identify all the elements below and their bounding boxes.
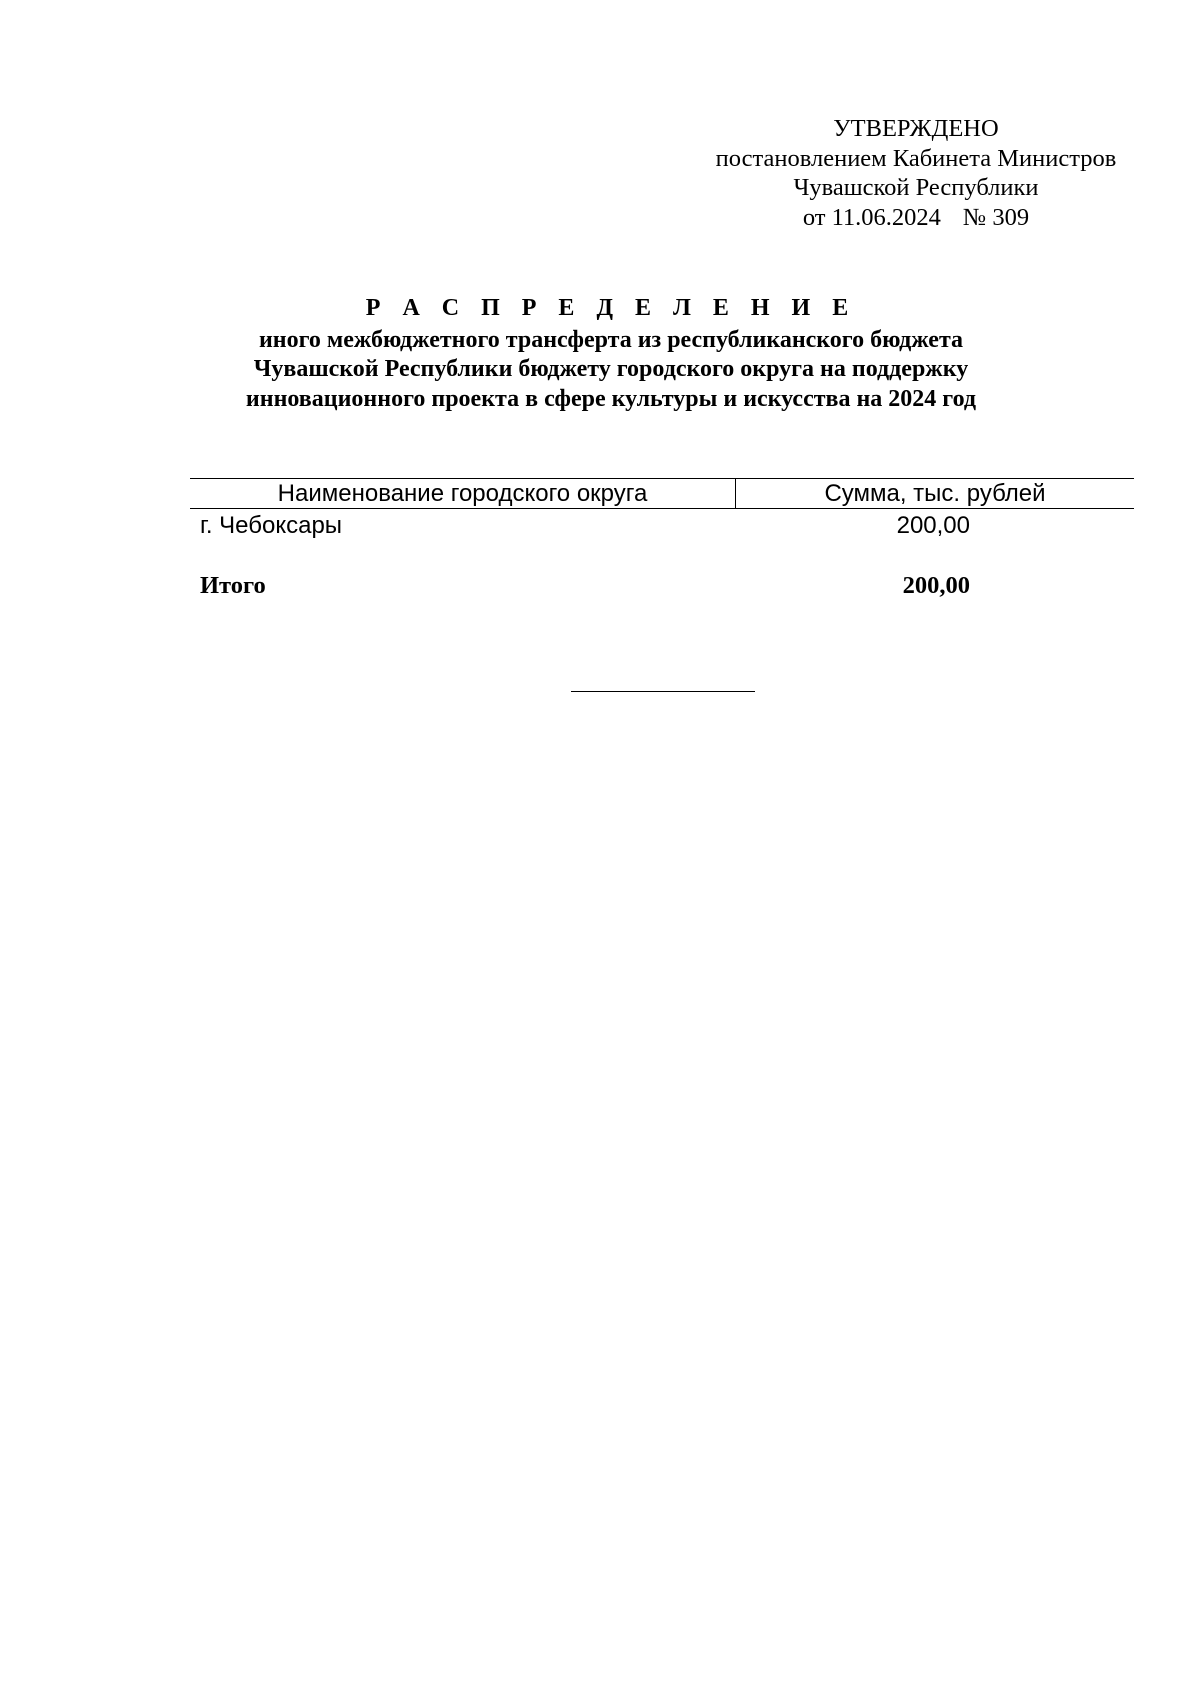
column-header-name: Наименование городского округа: [190, 479, 736, 508]
document-title: [180, 294, 1042, 414]
title-line-3: инновационного проекта в сфере культуры и искусства на 2024 год: [245, 385, 977, 412]
end-separator-line: [571, 691, 755, 692]
distribution-table: [190, 478, 1134, 602]
row-name: г. Чебоксары: [200, 511, 343, 539]
total-amount: 200,00: [902, 572, 970, 599]
total-row: [190, 569, 1134, 602]
approval-status: УТВЕРЖДЕНО: [833, 115, 999, 142]
column-header-sum: Сумма, тыс. рублей: [824, 480, 1046, 507]
total-label: Итого: [200, 571, 266, 599]
approval-date: от 11.06.2024: [802, 203, 941, 231]
table-header: [190, 478, 1134, 509]
approval-stamp: [676, 114, 1156, 232]
approval-authority: постановлением Кабинета Министров: [715, 144, 1117, 172]
approval-republic: Чувашской Республики: [793, 174, 1039, 201]
title-line-1: иного межбюджетного трансферта из республиканского бюджета: [258, 326, 964, 353]
title-heading: Р А С П Р Е Д Е Л Е Н И Е: [365, 295, 857, 321]
approval-number: № 309: [962, 203, 1030, 231]
title-line-2: Чувашской Республики бюджету городского округа на поддержку: [253, 356, 969, 382]
row-amount: 200,00: [896, 512, 970, 539]
approval-date-line: [676, 203, 1156, 233]
table-row: [190, 509, 1134, 542]
